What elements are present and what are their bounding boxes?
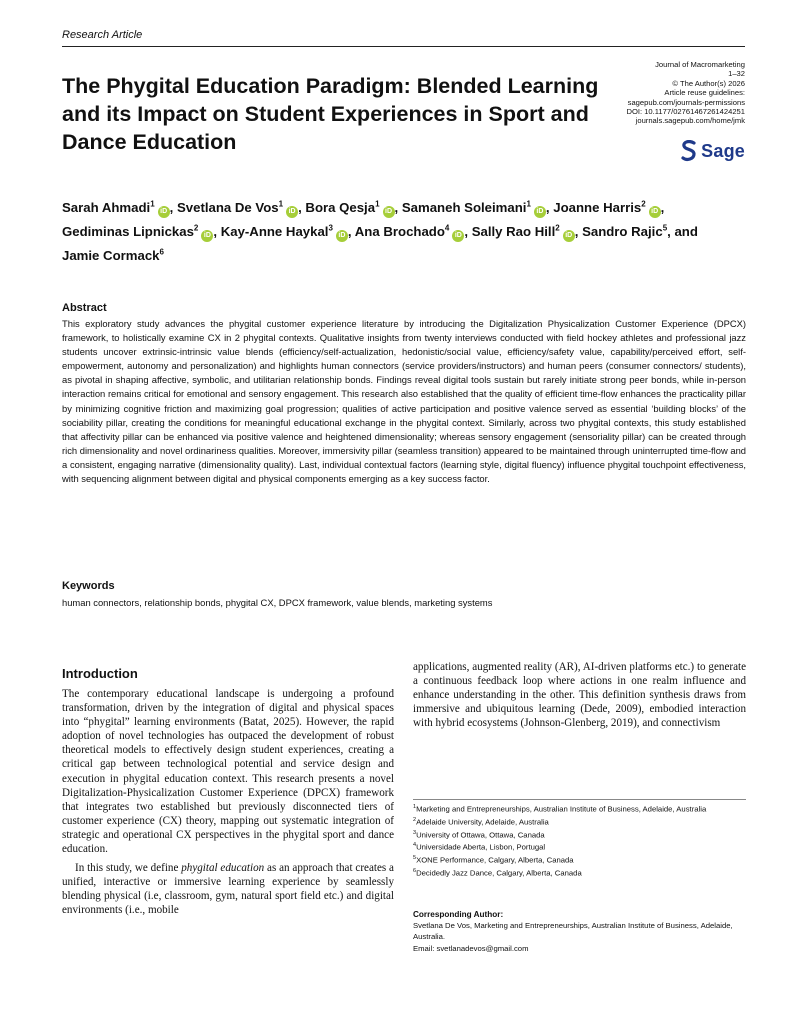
intro-paragraph-2 [62, 861, 394, 917]
author-separator: , [213, 224, 218, 240]
footnote-rule [413, 799, 746, 800]
author-name: Samaneh Soleimani [401, 200, 527, 216]
copyright: © The Author(s) 2026 [672, 78, 745, 88]
affiliation-item [413, 815, 746, 828]
affiliation-number: 5 [413, 855, 417, 862]
orcid-icon[interactable]: iD [649, 206, 661, 218]
author-affiliation-number: 2 [555, 223, 560, 233]
intro-p2-start: In this study, we define [75, 862, 179, 875]
intro-paragraph-1: The contemporary educational landscape is undergoing a profound transformation, driven by the integration of digital and physical spaces into “phygital” learning environments (Batat, 2025). However, the rapid adoption of novel technologies has outpaced the development of robust theoretical models to effectively design student experiences, creating a critical gap between technological potential and service design and execution in phygital education context. This research presents a novel Digitalization-Physicalization Customer Experience (DPCX) framework that integrates two established but previously disconnected tiers of customer experience (CX) theory, mapping out systematic integration of strategic and operational CX perspectives in the phygital sport and dance education. [62, 688, 394, 856]
author-name: Bora Qesja [305, 200, 376, 216]
journal-home-link[interactable]: journals.sagepub.com/home/jmk [635, 116, 745, 126]
orcid-icon[interactable]: iD [563, 230, 575, 242]
introduction-heading: Introduction [62, 666, 138, 681]
author-list [62, 195, 712, 267]
author-affiliation-number: 1 [278, 200, 284, 209]
sage-wordmark: Sage [701, 140, 745, 161]
author-affiliation-number: 3 [328, 223, 333, 233]
author [472, 224, 579, 239]
author [582, 224, 698, 239]
doi-link[interactable]: DOI: 10.1177/02761467261424251 [626, 107, 745, 117]
author-affiliation-number: 6 [159, 247, 164, 257]
author-name: Svetlana De Vos [176, 200, 279, 216]
orcid-icon[interactable]: iD [452, 230, 464, 242]
author [62, 200, 173, 215]
affiliation-item [413, 802, 746, 815]
author-affiliation-number: 1 [526, 200, 531, 209]
author-name: Gediminas Lipnickas [62, 224, 194, 240]
affiliation-text: XONE Performance, Calgary, Alberta, Canada [416, 855, 574, 865]
author-name: Kay-Anne Haykal [220, 224, 329, 240]
intro-p2-rest: as an approach that creates a unified, interactive or immersive learning experience by seamlessly blending physical (i.e, classroom, gym, natural sport field etc.) and digital environments (i.e., mobile [62, 862, 394, 917]
reuse-label: Article reuse guidelines: [664, 88, 745, 98]
orcid-icon[interactable]: iD [383, 206, 395, 218]
abstract-text: This exploratory study advances the phygital customer experience literature by introducing the Digitalization Physicalization Customer Experience (DPCX) framework, to holistically examine CX in 2 phygital contexts. Qualitative insights from twenty interviews conducted with field hockey athletes and professional jazz students uncover extrinsic-intrinsic value blends (efficiency/self-actualization, hedonistic/social value, efficiency/safety value, capability/perceived effort, self-empowerment, autonomy and personalization) and highlights human connectors (service providers/instructors) and human peers (consumer connectors/ students), as pivotal in shaping affective, symbolic, and utilitarian relationship bonds. Findings reveal digital tools sustain but rarely initiate strong peer bonds, while in-person interaction remains critical for emotional and sensory engagement. This research also established that the quality of efficient time-flow enhances the practicality pillar by minimizing cognitive friction and maximizing goal progression; qualities of active participation and positive valence served as essential ‘building blocks’ of the sociability pillar, creating the conditions for meaningful educational exchange in the phygital context. Similarly, across two phygital contexts, this study established that affectivity pillar can be enhanced via positive valence and heightened dimensionality; whereas sensory engagement (sensoriality pillar) can be created through rich dimensionality and novel ordinariness qualities. Moreover, immersivity pillar (seamless transition) appeared to be maintained through uninterrupted time-flow and a consistent, engaging narrative (dimensionality quality). Last, individual contextual factors (learning style, digital fluency) influence phygital touchpoint effectiveness, with sequencing alignment between digital and physical components emerging as a key success factor. [62, 318, 746, 485]
author-separator: , [394, 200, 399, 216]
affiliation-item [413, 853, 746, 866]
author-separator: , [298, 200, 302, 216]
reuse-link[interactable]: sagepub.com/journals-permissions [627, 97, 745, 107]
corresponding-heading: Corresponding Author: [413, 910, 504, 919]
journal-name: Journal of Macromarketing [655, 60, 745, 69]
sage-logo [681, 140, 745, 162]
article-type: Research Article [62, 29, 143, 41]
author-affiliation-number: 5 [662, 223, 668, 233]
affiliation-number: 2 [413, 816, 417, 823]
author [62, 248, 164, 263]
author-name: Sarah Ahmadi [62, 200, 151, 216]
author-separator: , [169, 200, 174, 216]
author-name: Sandro Rajic [582, 224, 663, 240]
author-affiliation-number: 4 [444, 223, 450, 233]
author [177, 200, 302, 215]
journal-meta [626, 60, 745, 126]
affiliation-item [413, 828, 746, 841]
affiliation-number: 3 [413, 829, 417, 836]
orcid-icon[interactable]: iD [158, 206, 170, 218]
corresponding-details: Svetlana De Vos, Marketing and Entrepreneurships, Australian Institute of Business, Adelaide, Australia. [413, 921, 733, 942]
author-separator: , and [667, 224, 698, 240]
journal-pages: 1–32 [728, 69, 745, 79]
author [355, 224, 468, 239]
author-affiliation-number: 2 [193, 223, 199, 233]
author-separator: , [574, 224, 579, 240]
orcid-icon[interactable]: iD [201, 230, 213, 242]
keywords-heading: Keywords [62, 580, 115, 592]
intro-right-column: applications, augmented reality (AR), AI-driven platforms etc.) to generate a continuous feedback loop where actions in one realm influence and enhance understanding in the other. This definition synthesis draws from immersive and ubiquitous learning (Dede, 2009), embodied interaction with hybrid ecosystems (Johnson-Glenberg, 2019), and connectivism [413, 661, 746, 730]
affiliation-number: 4 [413, 842, 417, 849]
corresponding-author [413, 909, 746, 954]
affiliation-text: Decidedly Jazz Dance, Calgary, Alberta, Canada [416, 868, 582, 878]
author [62, 224, 217, 239]
author [221, 224, 352, 239]
affiliation-text: Marketing and Entrepreneurships, Australian Institute of Business, Adelaide, Australia [416, 804, 707, 814]
author-name: Sally Rao Hill [471, 224, 556, 240]
author-name: Joanne Harris [553, 200, 642, 216]
author-affiliation-number: 1 [150, 200, 155, 209]
intro-p2-emphasis: phygital education [181, 862, 265, 875]
affiliation-number: 1 [413, 804, 417, 810]
intro-left-column [62, 687, 394, 918]
affiliation-number: 6 [413, 867, 417, 874]
sage-s-icon [681, 140, 697, 162]
author-name: Jamie Cormack [62, 248, 160, 264]
author-separator: , [660, 200, 665, 216]
author [305, 200, 398, 215]
affiliation-text: University of Ottawa, Ottawa, Canada [416, 830, 545, 840]
author [553, 200, 664, 215]
author-name: Ana Brochado [354, 224, 445, 240]
author [402, 200, 550, 215]
keywords-text: human connectors, relationship bonds, phygital CX, DPCX framework, value blends, marketing systems [62, 597, 493, 608]
affiliation-item [413, 866, 746, 879]
affiliation-text: Adelaide University, Adelaide, Australia [416, 817, 549, 827]
header-rule [62, 46, 745, 47]
author-affiliation-number: 1 [375, 200, 380, 209]
paper-title: The Phygital Education Paradigm: Blended Learning and its Impact on Student Experiences in Sport and Dance Education [62, 74, 599, 154]
author-separator: , [347, 224, 352, 240]
author-separator: , [464, 224, 469, 240]
author-separator: , [545, 200, 550, 216]
orcid-icon[interactable]: iD [336, 230, 348, 242]
orcid-icon[interactable]: iD [286, 206, 298, 218]
affiliation-text: Universidade Aberta, Lisbon, Portugal [416, 842, 546, 852]
abstract-heading: Abstract [62, 302, 107, 314]
corresponding-email[interactable]: Email: svetlanadevos@gmail.com [413, 943, 529, 953]
affiliation-item [413, 840, 746, 853]
affiliations [413, 802, 746, 879]
orcid-icon[interactable]: iD [534, 206, 546, 218]
author-affiliation-number: 2 [641, 200, 646, 209]
